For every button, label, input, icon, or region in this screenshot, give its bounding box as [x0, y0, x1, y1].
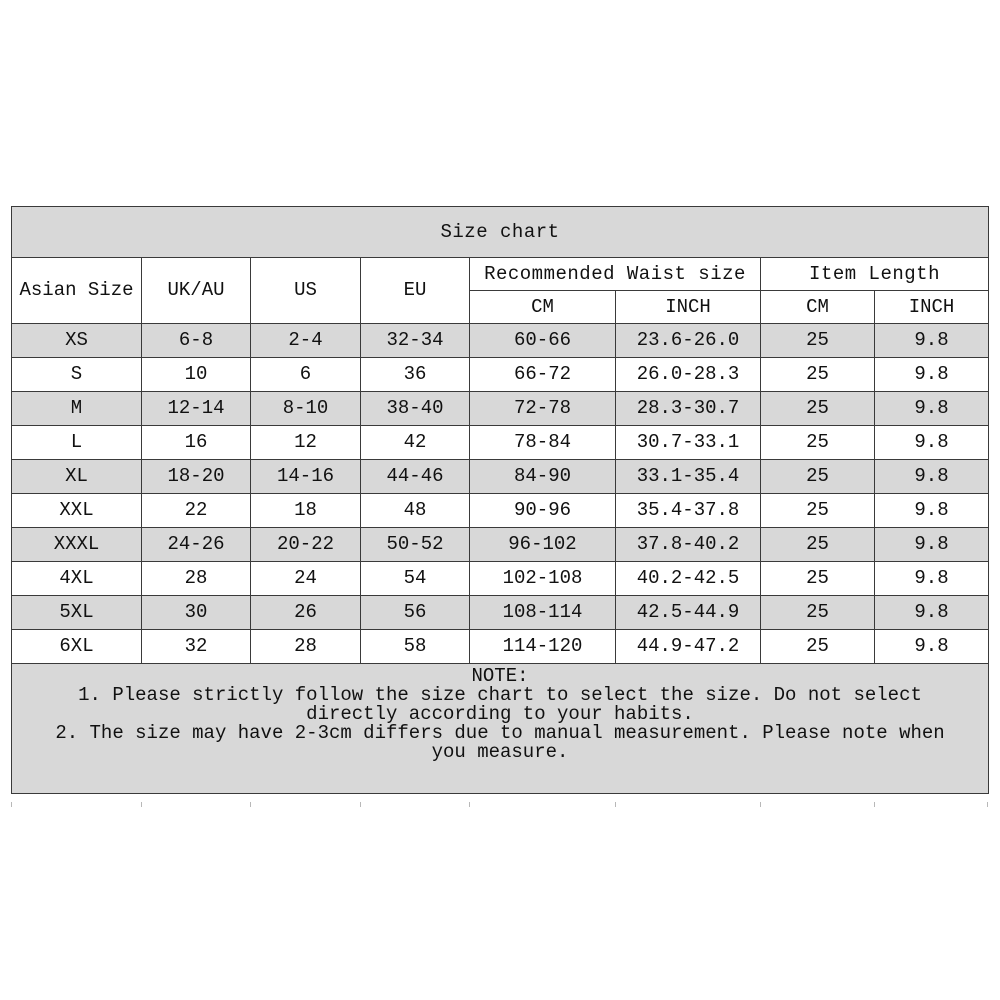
- header-length-group: Item Length: [761, 258, 989, 291]
- cell-us: 28: [251, 630, 361, 664]
- table-row: [12, 358, 989, 392]
- cell-length-cm: 25: [761, 460, 875, 494]
- cell-length-cm: 25: [761, 392, 875, 426]
- cell-us: 14-16: [251, 460, 361, 494]
- cell-length-inch: 9.8: [875, 392, 989, 426]
- cell-eu: 44-46: [361, 460, 470, 494]
- cell-waist-cm: 102-108: [470, 562, 616, 596]
- cell-us: 26: [251, 596, 361, 630]
- cell-length-cm: 25: [761, 562, 875, 596]
- cell-length-inch: 9.8: [875, 358, 989, 392]
- cell-length-inch: 9.8: [875, 494, 989, 528]
- cell-waist-cm: 78-84: [470, 426, 616, 460]
- cell-uk-au: 22: [142, 494, 251, 528]
- table-row: [12, 562, 989, 596]
- cell-waist-inch: 33.1-35.4: [616, 460, 761, 494]
- tick-mark: [360, 802, 361, 807]
- note-line-1: 1. Please strictly follow the size chart to select the size. Do not select directly according to your habits.: [78, 684, 922, 725]
- tick-mark: [141, 802, 142, 807]
- cell-uk-au: 6-8: [142, 324, 251, 358]
- tick-mark: [987, 802, 988, 807]
- cell-asian: L: [12, 426, 142, 460]
- cell-waist-inch: 30.7-33.1: [616, 426, 761, 460]
- cell-us: 20-22: [251, 528, 361, 562]
- cell-uk-au: 32: [142, 630, 251, 664]
- tick-mark: [469, 802, 470, 807]
- header-waist-group: Recommended Waist size: [470, 258, 761, 291]
- cell-asian: XXXL: [12, 528, 142, 562]
- table-row: [12, 630, 989, 664]
- cell-waist-inch: 23.6-26.0: [616, 324, 761, 358]
- cell-asian: XXL: [12, 494, 142, 528]
- cell-asian: 5XL: [12, 596, 142, 630]
- cell-length-inch: 9.8: [875, 426, 989, 460]
- cell-waist-cm: 60-66: [470, 324, 616, 358]
- cell-waist-cm: 114-120: [470, 630, 616, 664]
- cell-waist-cm: 90-96: [470, 494, 616, 528]
- cell-waist-cm: 72-78: [470, 392, 616, 426]
- header-length-cm: CM: [761, 291, 875, 324]
- cell-waist-inch: 37.8-40.2: [616, 528, 761, 562]
- cell-us: 8-10: [251, 392, 361, 426]
- cell-asian: XL: [12, 460, 142, 494]
- cell-waist-cm: 66-72: [470, 358, 616, 392]
- chart-title: Size chart: [12, 207, 989, 258]
- cell-uk-au: 10: [142, 358, 251, 392]
- cell-length-inch: 9.8: [875, 562, 989, 596]
- table-row: [12, 528, 989, 562]
- tick-mark: [615, 802, 616, 807]
- table-row: [12, 494, 989, 528]
- header-waist-inch: INCH: [616, 291, 761, 324]
- title-row: [12, 207, 989, 258]
- cell-waist-inch: 40.2-42.5: [616, 562, 761, 596]
- cell-waist-inch: 35.4-37.8: [616, 494, 761, 528]
- cell-length-cm: 25: [761, 596, 875, 630]
- cell-length-inch: 9.8: [875, 460, 989, 494]
- cell-length-inch: 9.8: [875, 324, 989, 358]
- tick-mark: [874, 802, 875, 807]
- cell-length-cm: 25: [761, 426, 875, 460]
- cell-us: 12: [251, 426, 361, 460]
- table-row: [12, 392, 989, 426]
- header-row-1: [12, 258, 989, 291]
- size-chart-table: [11, 206, 989, 794]
- cell-length-cm: 25: [761, 630, 875, 664]
- cell-eu: 54: [361, 562, 470, 596]
- cell-us: 6: [251, 358, 361, 392]
- cell-waist-inch: 28.3-30.7: [616, 392, 761, 426]
- cell-eu: 58: [361, 630, 470, 664]
- cell-us: 2-4: [251, 324, 361, 358]
- cell-length-inch: 9.8: [875, 596, 989, 630]
- table-row: [12, 324, 989, 358]
- note-row: [12, 664, 989, 794]
- cell-eu: 56: [361, 596, 470, 630]
- note-block: [12, 664, 989, 794]
- cell-asian: XS: [12, 324, 142, 358]
- cell-waist-cm: 108-114: [470, 596, 616, 630]
- table-row: [12, 596, 989, 630]
- cell-eu: 32-34: [361, 324, 470, 358]
- tick-mark: [11, 802, 12, 807]
- note-line-2: 2. The size may have 2-3cm differs due to manual measurement. Please note when you measure.: [55, 722, 945, 763]
- cell-length-inch: 9.8: [875, 630, 989, 664]
- cell-uk-au: 24-26: [142, 528, 251, 562]
- cell-waist-cm: 84-90: [470, 460, 616, 494]
- cell-length-cm: 25: [761, 528, 875, 562]
- tick-mark: [250, 802, 251, 807]
- column-tick-marks: [0, 802, 1000, 808]
- cell-waist-inch: 42.5-44.9: [616, 596, 761, 630]
- cell-length-cm: 25: [761, 494, 875, 528]
- cell-waist-inch: 44.9-47.2: [616, 630, 761, 664]
- cell-asian: 6XL: [12, 630, 142, 664]
- header-asian-size: Asian Size: [12, 258, 142, 324]
- note-title: NOTE:: [471, 665, 529, 687]
- cell-us: 18: [251, 494, 361, 528]
- header-waist-cm: CM: [470, 291, 616, 324]
- cell-asian: S: [12, 358, 142, 392]
- header-uk-au: UK/AU: [142, 258, 251, 324]
- table-row: [12, 460, 989, 494]
- cell-uk-au: 12-14: [142, 392, 251, 426]
- cell-uk-au: 18-20: [142, 460, 251, 494]
- cell-waist-inch: 26.0-28.3: [616, 358, 761, 392]
- table-row: [12, 426, 989, 460]
- cell-length-inch: 9.8: [875, 528, 989, 562]
- cell-eu: 36: [361, 358, 470, 392]
- cell-asian: 4XL: [12, 562, 142, 596]
- cell-length-cm: 25: [761, 358, 875, 392]
- cell-asian: M: [12, 392, 142, 426]
- tick-mark: [760, 802, 761, 807]
- cell-eu: 48: [361, 494, 470, 528]
- cell-uk-au: 16: [142, 426, 251, 460]
- header-us: US: [251, 258, 361, 324]
- cell-uk-au: 28: [142, 562, 251, 596]
- cell-us: 24: [251, 562, 361, 596]
- cell-eu: 38-40: [361, 392, 470, 426]
- cell-uk-au: 30: [142, 596, 251, 630]
- header-eu: EU: [361, 258, 470, 324]
- cell-eu: 50-52: [361, 528, 470, 562]
- cell-eu: 42: [361, 426, 470, 460]
- cell-waist-cm: 96-102: [470, 528, 616, 562]
- header-length-inch: INCH: [875, 291, 989, 324]
- cell-length-cm: 25: [761, 324, 875, 358]
